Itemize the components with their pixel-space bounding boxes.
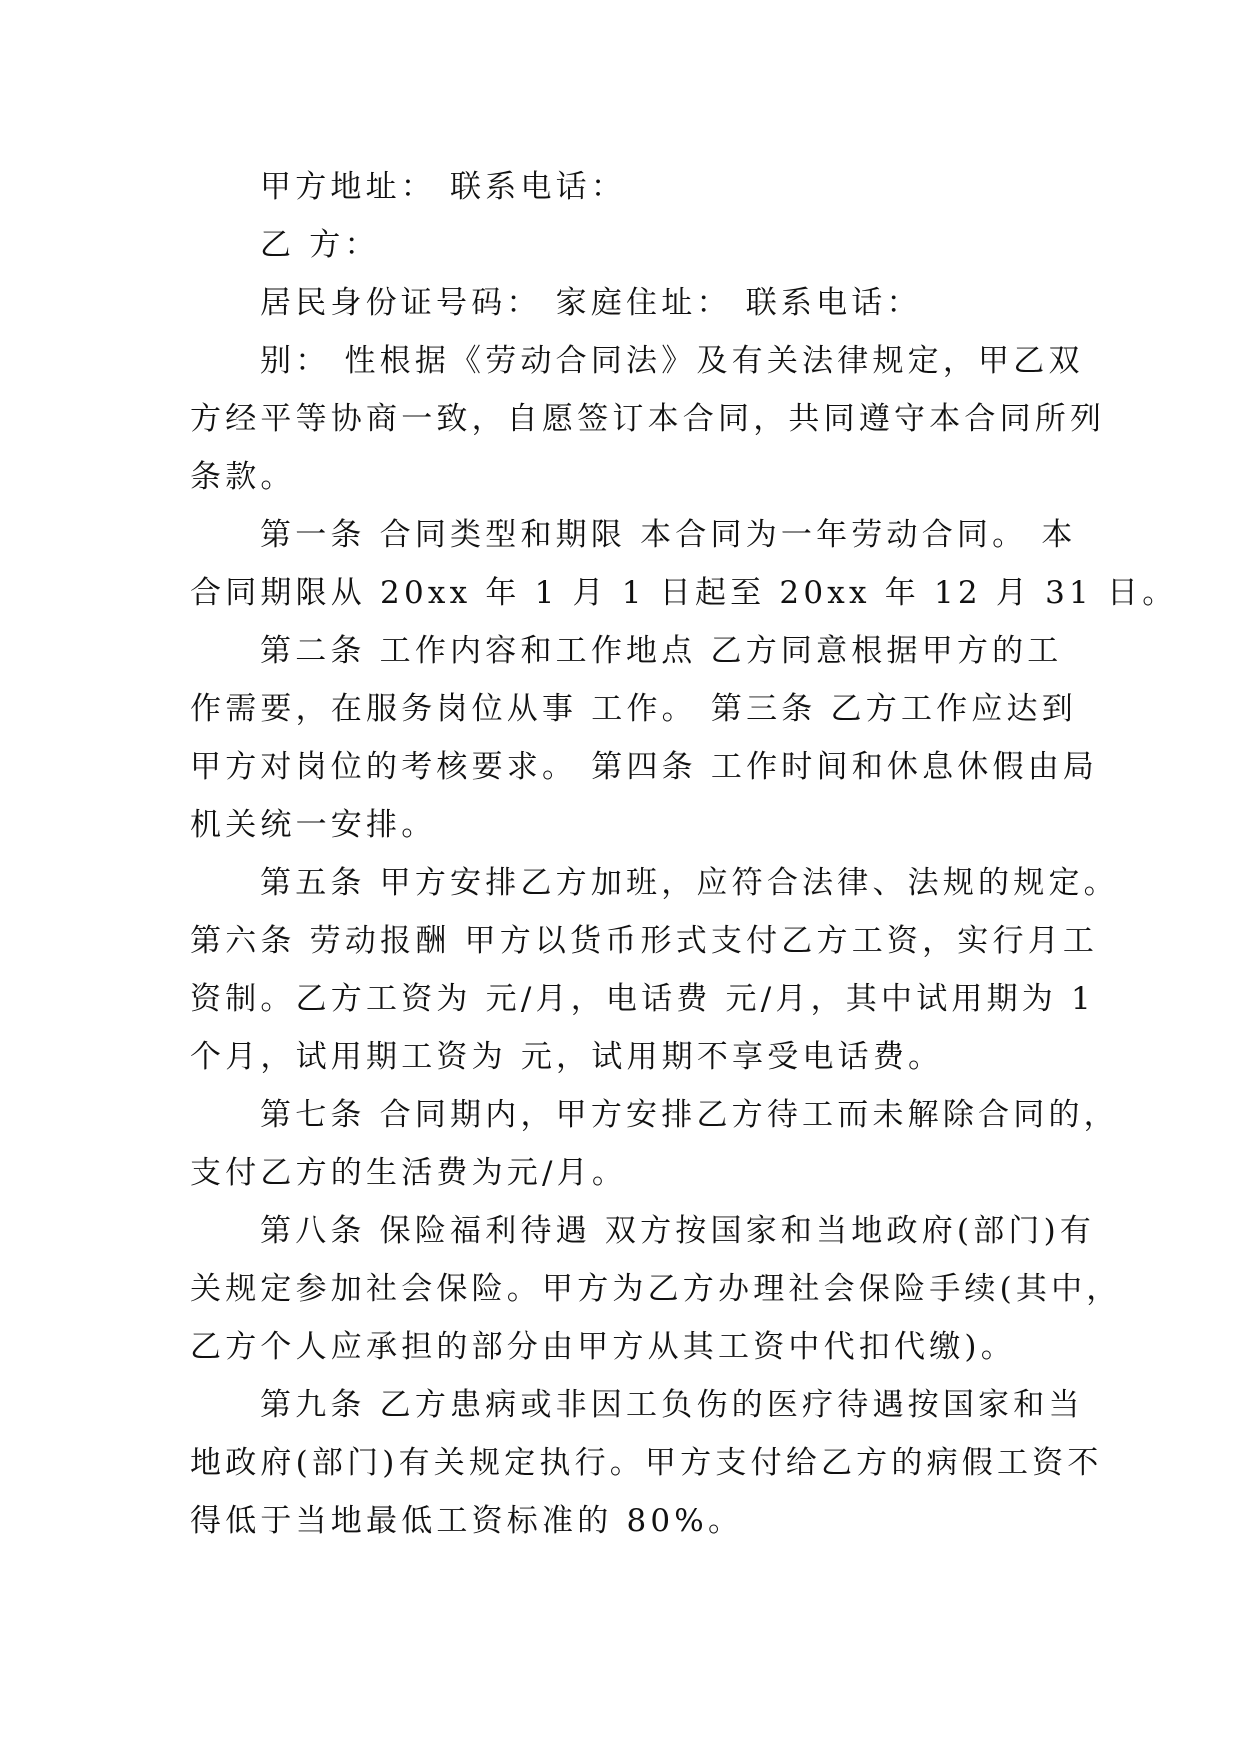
contract-body: [190, 158, 1178, 1550]
contract-paragraph: [190, 158, 1060, 216]
paragraph-line: 机关统一安排。: [190, 807, 437, 843]
paragraph-line: 支付乙方的生活费为元/月。: [190, 1155, 628, 1191]
paragraph-line: 第八条 保险福利待遇 双方按国家和当地政府(部门)有: [260, 1213, 1096, 1249]
contract-paragraph: [190, 854, 1119, 1086]
paragraph-line: 关规定参加社会保险。甲方为乙方办理社会保险手续(其中，: [190, 1271, 1122, 1307]
paragraph-line: 居民身份证号码： 家庭住址： 联系电话：: [260, 285, 922, 321]
contract-paragraph: [190, 274, 1060, 332]
paragraph-line: 地政府(部门)有关规定执行。甲方支付给乙方的病假工资不: [190, 1445, 1103, 1481]
paragraph-line: 第六条 劳动报酬 甲方以货币形式支付乙方工资，实行月工: [190, 923, 1099, 959]
paragraph-line: 第五条 甲方安排乙方加班，应符合法律、法规的规定。: [260, 865, 1119, 901]
paragraph-line: 第一条 合同类型和期限 本合同为一年劳动合同。 本: [260, 517, 1077, 553]
paragraph-line: 条款。: [190, 459, 296, 495]
contract-paragraph: [190, 506, 1178, 622]
paragraph-line: 甲方对岗位的考核要求。 第四条 工作时间和休息休假由局: [190, 749, 1099, 785]
contract-paragraph: [190, 216, 1060, 274]
paragraph-line: 个月，试用期工资为 元，试用期不享受电话费。: [190, 1039, 944, 1075]
contract-paragraph: [190, 1202, 1122, 1376]
contract-paragraph: [190, 1086, 1119, 1202]
paragraph-line: 第七条 合同期内，甲方安排乙方待工而未解除合同的，: [260, 1097, 1119, 1133]
paragraph-line: 得低于当地最低工资标准的 80%。: [190, 1503, 744, 1539]
paragraph-line: 第九条 乙方患病或非因工负伤的医疗待遇按国家和当: [260, 1387, 1084, 1423]
contract-paragraph: [190, 622, 1099, 854]
paragraph-line: 乙 方：: [260, 227, 380, 263]
paragraph-line: 甲方地址： 联系电话：: [260, 169, 627, 205]
paragraph-line: 资制。乙方工资为 元/月，电话费 元/月，其中试用期为 1: [190, 981, 1095, 1017]
paragraph-line: 乙方个人应承担的部分由甲方从其工资中代扣代缴)。: [190, 1329, 1016, 1365]
contract-paragraph: [190, 332, 1106, 506]
paragraph-line: 别： 性根据《劳动合同法》及有关法律规定，甲乙双: [260, 343, 1084, 379]
contract-paragraph: [190, 1376, 1103, 1550]
paragraph-line: 方经平等协商一致，自愿签订本合同，共同遵守本合同所列: [190, 401, 1106, 437]
paragraph-line: 第二条 工作内容和工作地点 乙方同意根据甲方的工: [260, 633, 1063, 669]
paragraph-line: 合同期限从 20xx 年 1 月 1 日起至 20xx 年 12 月 31 日。: [190, 575, 1178, 611]
paragraph-line: 作需要，在服务岗位从事 工作。 第三条 乙方工作应达到: [190, 691, 1077, 727]
